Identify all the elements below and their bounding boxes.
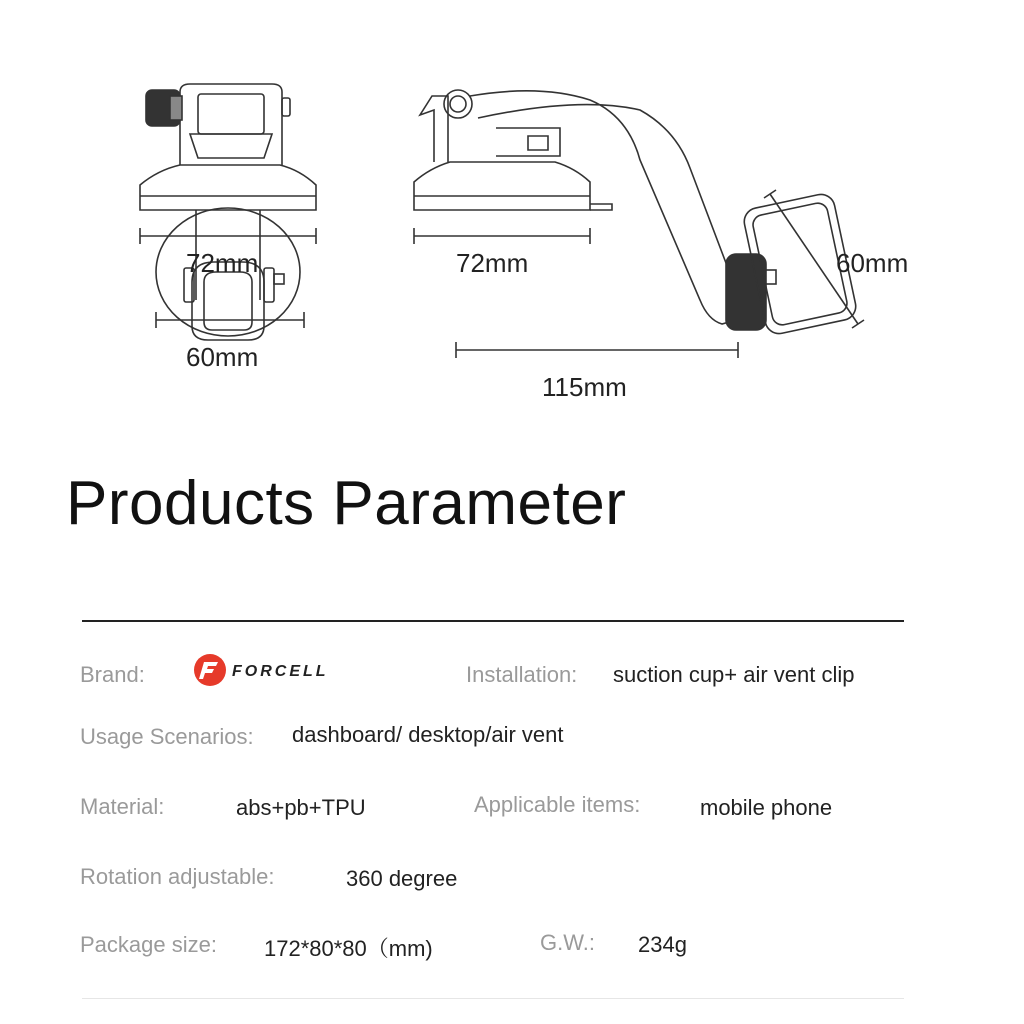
applicable-label: Applicable items: [474,792,641,817]
rotation-label: Rotation adjustable: [80,864,275,889]
gw-label: G.W.: [540,930,595,955]
installation-value: suction cup+ air vent clip [613,662,855,687]
material-label: Material: [80,794,165,819]
package-value: 172*80*80（mm) [264,936,433,961]
top-divider [82,620,904,622]
front-base-width-label: 72mm [186,248,259,278]
brand-label: Brand: [80,662,145,687]
svg-text:FORCELL: FORCELL [232,663,329,680]
applicable-value: mobile phone [700,795,833,820]
side-base-width-label: 72mm [456,248,529,278]
usage-value: dashboard/ desktop/air vent [292,722,564,747]
front-plate-width-label: 60mm [186,342,259,372]
section-title: Products Parameter [66,469,627,538]
installation-label: Installation: [466,662,578,687]
gw-value: 234g [638,932,687,957]
package-label: Package size: [80,932,217,957]
usage-label: Usage Scenarios: [80,724,254,749]
side-reach-label: 115mm [542,372,627,402]
rotation-value: 360 degree [346,866,458,891]
bottom-divider [82,998,904,999]
forcell-logo [192,652,372,688]
material-value: abs+pb+TPU [236,795,366,820]
side-plate-height-label: 60mm [836,248,909,278]
